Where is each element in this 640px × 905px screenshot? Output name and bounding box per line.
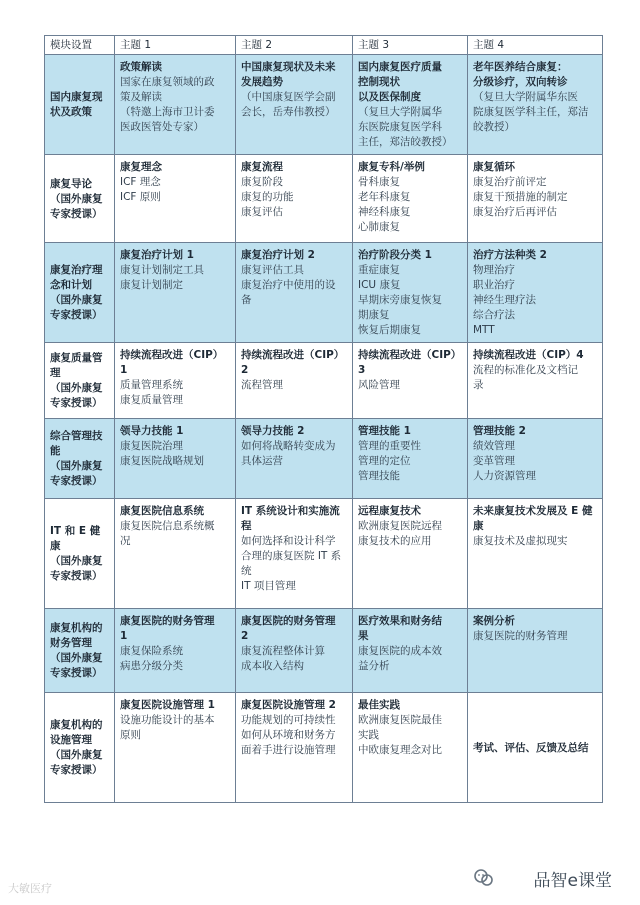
topic-detail-line: 神经生理疗法: [473, 294, 536, 306]
topic-detail-line: 质量管理系统: [120, 379, 183, 391]
topic-title-line: 考试、评估、反馈及总结: [473, 741, 589, 754]
topic-detail-line: 备: [241, 294, 252, 306]
module-cell: [45, 55, 115, 155]
topic-detail-line: 东医院康复医学科: [358, 121, 442, 133]
topic-detail-line: 功能规划的可持续性: [241, 714, 336, 726]
topic-detail-line: （复旦大学附属华东医: [473, 91, 578, 103]
topic-title-line: 果: [358, 630, 369, 642]
topic-cell: [115, 499, 236, 609]
topic-title-line: IT 系统设计和实施流: [241, 505, 340, 517]
module-label-line: 能: [50, 445, 61, 457]
topic-detail-line: 合理的康复医院 IT 系: [241, 550, 342, 562]
topic-cell: [468, 693, 603, 803]
topic-title-line: 发展趋势: [241, 76, 283, 88]
topic-title-line: 2: [241, 630, 249, 642]
header-cell: 模块设置: [45, 36, 115, 55]
module-label-line: 康复治疗理: [50, 264, 103, 276]
module-label-line: 念和计划: [50, 279, 92, 291]
topic-detail-line: 综合疗法: [473, 309, 515, 321]
topic-title-line: 2: [241, 364, 249, 376]
brand-label: 品智e课堂: [533, 871, 612, 891]
topic-cell: [236, 499, 353, 609]
topic-detail-line: 康复评估工具: [241, 264, 304, 276]
topic-title-line: 1: [120, 364, 128, 376]
topic-detail-line: （复旦大学附属华: [358, 106, 442, 118]
topic-cell: [468, 243, 603, 343]
module-label-line: （国外康复: [50, 382, 103, 394]
topic-title-line: 持续流程改进（CIP）: [120, 349, 224, 361]
topic-title-line: 最佳实践: [358, 699, 400, 711]
topic-detail-line: （特邀上海市卫计委: [120, 106, 215, 118]
module-label-line: 康复机构的: [50, 622, 103, 634]
topic-detail-line: （中国康复医学会副: [241, 91, 336, 103]
module-label-line: 专家授课）: [50, 764, 103, 776]
module-label-line: （国外康复: [50, 294, 103, 306]
topic-detail-line: 康复治疗中使用的设: [241, 279, 336, 291]
topic-detail-line: 康复治疗前评定: [473, 176, 547, 188]
topic-cell: [353, 609, 468, 693]
topic-detail-line: 康复医院治理: [120, 440, 183, 452]
topic-title-line: 控制现状: [358, 76, 400, 88]
module-label-line: 专家授课）: [50, 667, 103, 679]
table-header-row: [45, 36, 603, 55]
topic-cell: [353, 155, 468, 243]
topic-detail-line: 主任，郑洁皎教授）: [358, 136, 453, 148]
topic-detail-line: 皎教授）: [473, 121, 515, 133]
topic-detail-line: 如何选择和设计科学: [241, 535, 336, 547]
topic-detail-line: ICF 理念: [120, 176, 161, 188]
topic-detail-line: 康复计划制定: [120, 279, 183, 291]
module-label-line: （国外康复: [50, 749, 103, 761]
topic-detail-line: 康复医院信息系统概: [120, 520, 215, 532]
topic-detail-line: 早期床旁康复恢复: [358, 294, 442, 306]
topic-detail-line: 管理的定位: [358, 455, 411, 467]
topic-detail-line: 康复干预措施的制定: [473, 191, 568, 203]
topic-title-line: 康复医院设施管理 2: [241, 699, 336, 711]
header-cell: 主题 1: [115, 36, 236, 55]
topic-detail-line: 如何将战略转变成为: [241, 440, 336, 452]
topic-cell: [236, 243, 353, 343]
topic-detail-line: 况: [120, 535, 131, 547]
topic-detail-line: 病患分级分类: [120, 660, 183, 672]
module-label-line: 专家授课）: [50, 570, 103, 582]
topic-detail-line: 康复阶段: [241, 176, 283, 188]
topic-detail-line: 康复计划制定工具: [120, 264, 204, 276]
topic-detail-line: 流程管理: [241, 379, 283, 391]
topic-detail-line: 物理治疗: [473, 264, 515, 276]
topic-detail-line: 康复技术的应用: [358, 535, 432, 547]
topic-cell: [353, 343, 468, 419]
topic-title-line: 1: [120, 630, 128, 642]
topic-detail-line: 实践: [358, 729, 379, 741]
module-label-line: 康复机构的: [50, 719, 103, 731]
module-cell: [45, 155, 115, 243]
topic-detail-line: 康复的功能: [241, 191, 294, 203]
topic-detail-line: 成本收入结构: [241, 660, 304, 672]
topic-detail-line: 管理的重要性: [358, 440, 421, 452]
topic-title-line: 持续流程改进（CIP）4: [473, 349, 584, 361]
topic-detail-line: 欧洲康复医院远程: [358, 520, 442, 532]
topic-title-line: 康复医院的财务管理: [241, 615, 336, 627]
topic-detail-line: 风险管理: [358, 379, 400, 391]
topic-title-line: 持续流程改进（CIP）: [358, 349, 462, 361]
topic-detail-line: 康复医院的成本效: [358, 645, 442, 657]
topic-title-line: 远程康复技术: [358, 505, 421, 517]
topic-detail-line: 原则: [120, 729, 141, 741]
topic-detail-line: 重症康复: [358, 264, 400, 276]
topic-detail-line: 中欧康复理念对比: [358, 744, 442, 756]
topic-detail-line: 康复医院的财务管理: [473, 630, 568, 642]
topic-detail-line: 恢复后期康复: [358, 324, 421, 336]
topic-title-line: 国内康复医疗质量: [358, 61, 442, 73]
topic-detail-line: 如何从环境和财务方: [241, 729, 336, 741]
module-label-line: 综合管理技: [50, 430, 103, 442]
topic-detail-line: 设施功能设计的基本: [120, 714, 215, 726]
table-body: [45, 55, 603, 803]
topic-detail-line: 录: [473, 379, 484, 391]
topic-detail-line: 医政医管处专家）: [120, 121, 204, 133]
curriculum-table-container: [44, 35, 602, 803]
topic-title-line: 政策解读: [120, 61, 162, 73]
topic-detail-line: 统: [241, 565, 252, 577]
topic-cell: [468, 499, 603, 609]
header-cell: 主题 3: [353, 36, 468, 55]
topic-title-line: 康复治疗计划 2: [241, 249, 315, 261]
topic-cell: [115, 609, 236, 693]
topic-cell: [353, 499, 468, 609]
header-cell: 主题 2: [236, 36, 353, 55]
module-label-line: 专家授课）: [50, 207, 103, 220]
topic-detail-line: 绩效管理: [473, 440, 515, 452]
topic-title-line: 管理技能 2: [473, 425, 526, 437]
module-cell: [45, 419, 115, 499]
topic-cell: [236, 609, 353, 693]
topic-cell: [115, 693, 236, 803]
module-label-line: （国外康复: [50, 652, 103, 664]
topic-cell: [353, 55, 468, 155]
topic-title-line: 医疗效果和财务结: [358, 615, 442, 627]
topic-title-line: 治疗方法种类 2: [473, 249, 547, 261]
topic-title-line: 中国康复现状及未来: [241, 61, 336, 73]
topic-detail-line: 职业治疗: [473, 279, 515, 291]
topic-title-line: 领导力技能 1: [120, 425, 184, 437]
module-label-line: 康复导论: [50, 177, 92, 190]
topic-cell: [115, 343, 236, 419]
topic-cell: [236, 693, 353, 803]
module-label-line: （国外康复: [50, 460, 103, 472]
topic-detail-line: 康复评估: [241, 206, 283, 218]
module-label-line: 专家授课）: [50, 309, 103, 321]
table-row: [45, 609, 603, 693]
table-row: [45, 343, 603, 419]
topic-title-line: 康复医院设施管理 1: [120, 699, 215, 711]
topic-cell: [236, 55, 353, 155]
topic-cell: [353, 419, 468, 499]
topic-title-line: 康复专科/举例: [358, 161, 425, 173]
module-label-line: 状及政策: [50, 106, 92, 118]
topic-detail-line: 康复流程整体计算: [241, 645, 325, 657]
topic-cell: [236, 155, 353, 243]
table-row: [45, 419, 603, 499]
wechat-icon: [473, 867, 495, 889]
topic-cell: [353, 243, 468, 343]
topic-detail-line: 老年科康复: [358, 191, 411, 203]
module-label-line: 专家授课）: [50, 397, 103, 409]
topic-title-line: 分级诊疗，双向转诊: [473, 76, 568, 88]
topic-title-line: 老年医养结合康复：: [473, 61, 568, 73]
topic-detail-line: IT 项目管理: [241, 580, 296, 592]
topic-title-line: 康: [473, 520, 484, 532]
topic-detail-line: 会长，岳寿伟教授）: [241, 106, 336, 118]
topic-cell: [236, 419, 353, 499]
topic-cell: [115, 243, 236, 343]
topic-cell: [468, 343, 603, 419]
topic-title-line: 3: [358, 364, 366, 376]
topic-detail-line: 期康复: [358, 309, 390, 321]
table-row: [45, 693, 603, 803]
topic-title-line: 康复医院信息系统: [120, 505, 204, 517]
topic-cell: [468, 155, 603, 243]
module-label-line: （国外康复: [50, 192, 103, 205]
topic-title-line: 未来康复技术发展及 E 健: [473, 505, 593, 517]
topic-detail-line: 人力资源管理: [473, 470, 536, 482]
table-row: [45, 243, 603, 343]
topic-title-line: 持续流程改进（CIP）: [241, 349, 345, 361]
topic-title-line: 案例分析: [473, 615, 515, 627]
module-label-line: 理: [50, 367, 61, 379]
topic-cell: [468, 419, 603, 499]
topic-cell: [115, 419, 236, 499]
topic-detail-line: 策及解读: [120, 91, 162, 103]
module-label-line: 财务管理: [50, 637, 92, 649]
topic-detail-line: ICU 康复: [358, 279, 401, 291]
topic-title-line: 康复治疗计划 1: [120, 249, 194, 261]
topic-title-line: 康复循环: [473, 161, 515, 173]
topic-title-line: 康复理念: [120, 161, 162, 173]
header-cell: 主题 4: [468, 36, 603, 55]
module-cell: [45, 693, 115, 803]
topic-detail-line: 康复技术及虚拟现实: [473, 535, 568, 547]
topic-cell: [236, 343, 353, 419]
topic-detail-line: 康复治疗后再评估: [473, 206, 557, 218]
topic-detail-line: 院康复医学科主任，郑洁: [473, 106, 589, 118]
topic-cell: [353, 693, 468, 803]
module-label-line: 国内康复现: [50, 91, 103, 103]
module-cell: [45, 499, 115, 609]
topic-detail-line: 康复保险系统: [120, 645, 183, 657]
topic-detail-line: 康复质量管理: [120, 394, 183, 406]
table-row: [45, 55, 603, 155]
topic-detail-line: MTT: [473, 324, 495, 336]
topic-title-line: 以及医保制度: [358, 91, 421, 103]
topic-title-line: 管理技能 1: [358, 425, 411, 437]
table-row: [45, 499, 603, 609]
topic-detail-line: 益分析: [358, 660, 390, 672]
topic-detail-line: 康复医院战略规划: [120, 455, 204, 467]
topic-cell: [468, 609, 603, 693]
topic-title-line: 程: [241, 520, 252, 532]
topic-title-line: 领导力技能 2: [241, 425, 305, 437]
topic-cell: [115, 155, 236, 243]
topic-title-line: 治疗阶段分类 1: [358, 249, 432, 261]
topic-detail-line: 变革管理: [473, 455, 515, 467]
curriculum-table: [44, 35, 603, 803]
table-row: [45, 155, 603, 243]
module-label-line: 专家授课）: [50, 475, 103, 487]
module-cell: [45, 343, 115, 419]
page-footer: [0, 860, 640, 905]
topic-detail-line: 面着手进行设施管理: [241, 744, 336, 756]
topic-detail-line: 骨科康复: [358, 176, 400, 188]
module-label-line: （国外康复: [50, 555, 103, 567]
topic-detail-line: 心肺康复: [358, 221, 400, 233]
topic-detail-line: 国家在康复领域的政: [120, 76, 215, 88]
module-label-line: 设施管理: [50, 734, 92, 746]
module-cell: [45, 243, 115, 343]
topic-detail-line: 流程的标准化及文档记: [473, 364, 578, 376]
topic-detail-line: 欧洲康复医院最佳: [358, 714, 442, 726]
topic-title-line: 康复医院的财务管理: [120, 615, 215, 627]
topic-detail-line: 神经科康复: [358, 206, 411, 218]
topic-detail-line: 具体运营: [241, 455, 283, 467]
topic-title-line: 康复流程: [241, 161, 283, 173]
watermark-text: 大敏医疗: [8, 882, 52, 895]
module-label-line: IT 和 E 健康: [50, 525, 101, 552]
topic-cell: [115, 55, 236, 155]
module-cell: [45, 609, 115, 693]
topic-detail-line: 管理技能: [358, 470, 400, 482]
module-label-line: 康复质量管: [50, 352, 103, 364]
topic-cell: [468, 55, 603, 155]
topic-detail-line: ICF 原则: [120, 191, 161, 203]
